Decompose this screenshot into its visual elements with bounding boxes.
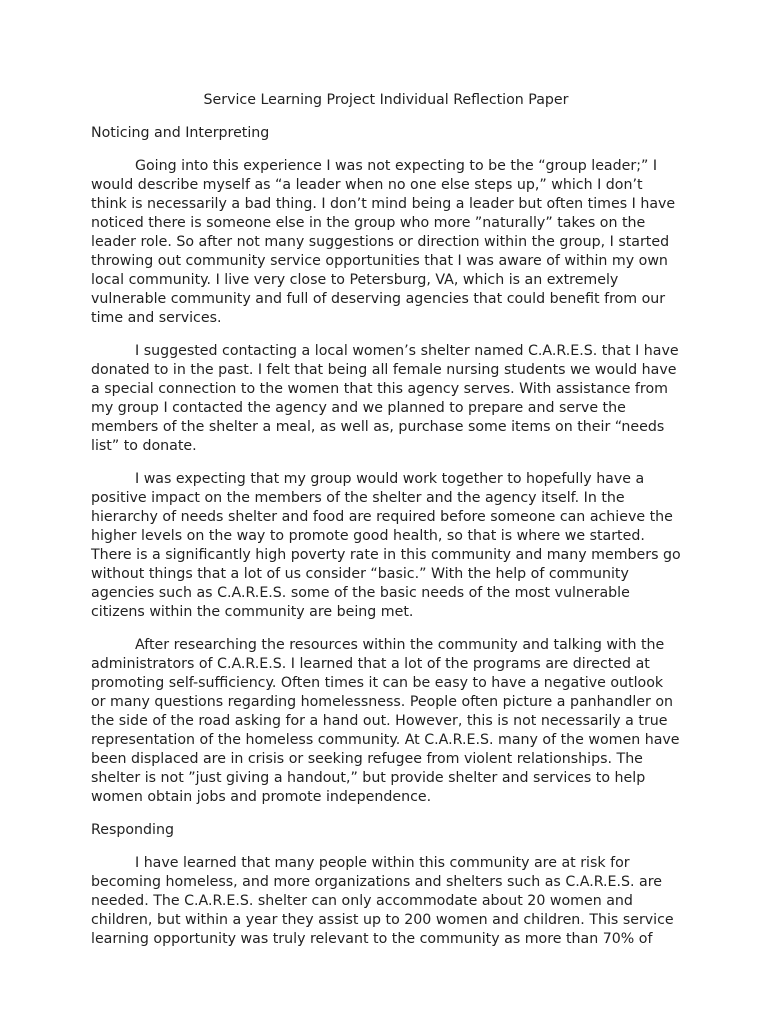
section-heading-responding: Responding <box>91 822 174 838</box>
document-body <box>91 91 681 963</box>
paragraph: I suggested contacting a local women’s shelter named C.A.R.E.S. that I have donated to in the past. I felt that being all female nursing students we would have a special connection to the women that this agency serves. With assistance from my group I contacted the agency and we planned to prepare and serve the members of the shelter a meal, as well as, purchase some items on their “needs list” to donate. <box>91 343 679 454</box>
paragraph: I was expecting that my group would work together to hopefully have a positive impact on the members of the shelter and the agency itself. In the hierarchy of needs shelter and food are required before someone can achieve the higher levels on the way to promote good health, so that is where we started. There is a significantly high poverty rate in this community and many members go without things that a lot of us consider “basic.” With the help of community agencies such as C.A.R.E.S. some of the basic needs of the most vulnerable citizens within the community are being met. <box>91 471 681 620</box>
paragraph: After researching the resources within the community and talking with the administrators of C.A.R.E.S. I learned that a lot of the programs are directed at promoting self-sufficiency. Often times it can be easy to have a negative outlook or many questions regarding homelessness. People often picture a panhandler on the side of the road asking for a hand out. However, this is not necessarily a true representation of the homeless community. At C.A.R.E.S. many of the women have been displaced are in crisis or seeking refugee from violent relationships. The shelter is not ”just giving a handout,” but provide shelter and services to help women obtain jobs and promote independence. <box>91 637 680 805</box>
paragraph: I have learned that many people within this community are at risk for becoming homeless, and more organizations and shelters such as C.A.R.E.S. are needed. The C.A.R.E.S. shelter can only accommodate about 20 women and children, but within a year they assist up to 200 women and children. This service learning opportunity was truly relevant to the community as more than 70% of <box>91 855 674 947</box>
paragraph: Going into this experience I was not expecting to be the “group leader;” I would describe myself as “a leader when no one else steps up,” which I don’t think is necessarily a bad thing. I don’t mind being a leader but often times I have noticed there is someone else in the group who more ”naturally” takes on the leader role. So after not many suggestions or direction within the group, I started throwing out community service opportunities that I was aware of within my own local community. I live very close to Petersburg, VA, which is an extremely vulnerable community and full of deserving agencies that could benefit from our time and services. <box>91 158 676 326</box>
section-heading-noticing: Noticing and Interpreting <box>91 125 270 141</box>
page-title: Service Learning Project Individual Reflection Paper <box>203 92 569 108</box>
